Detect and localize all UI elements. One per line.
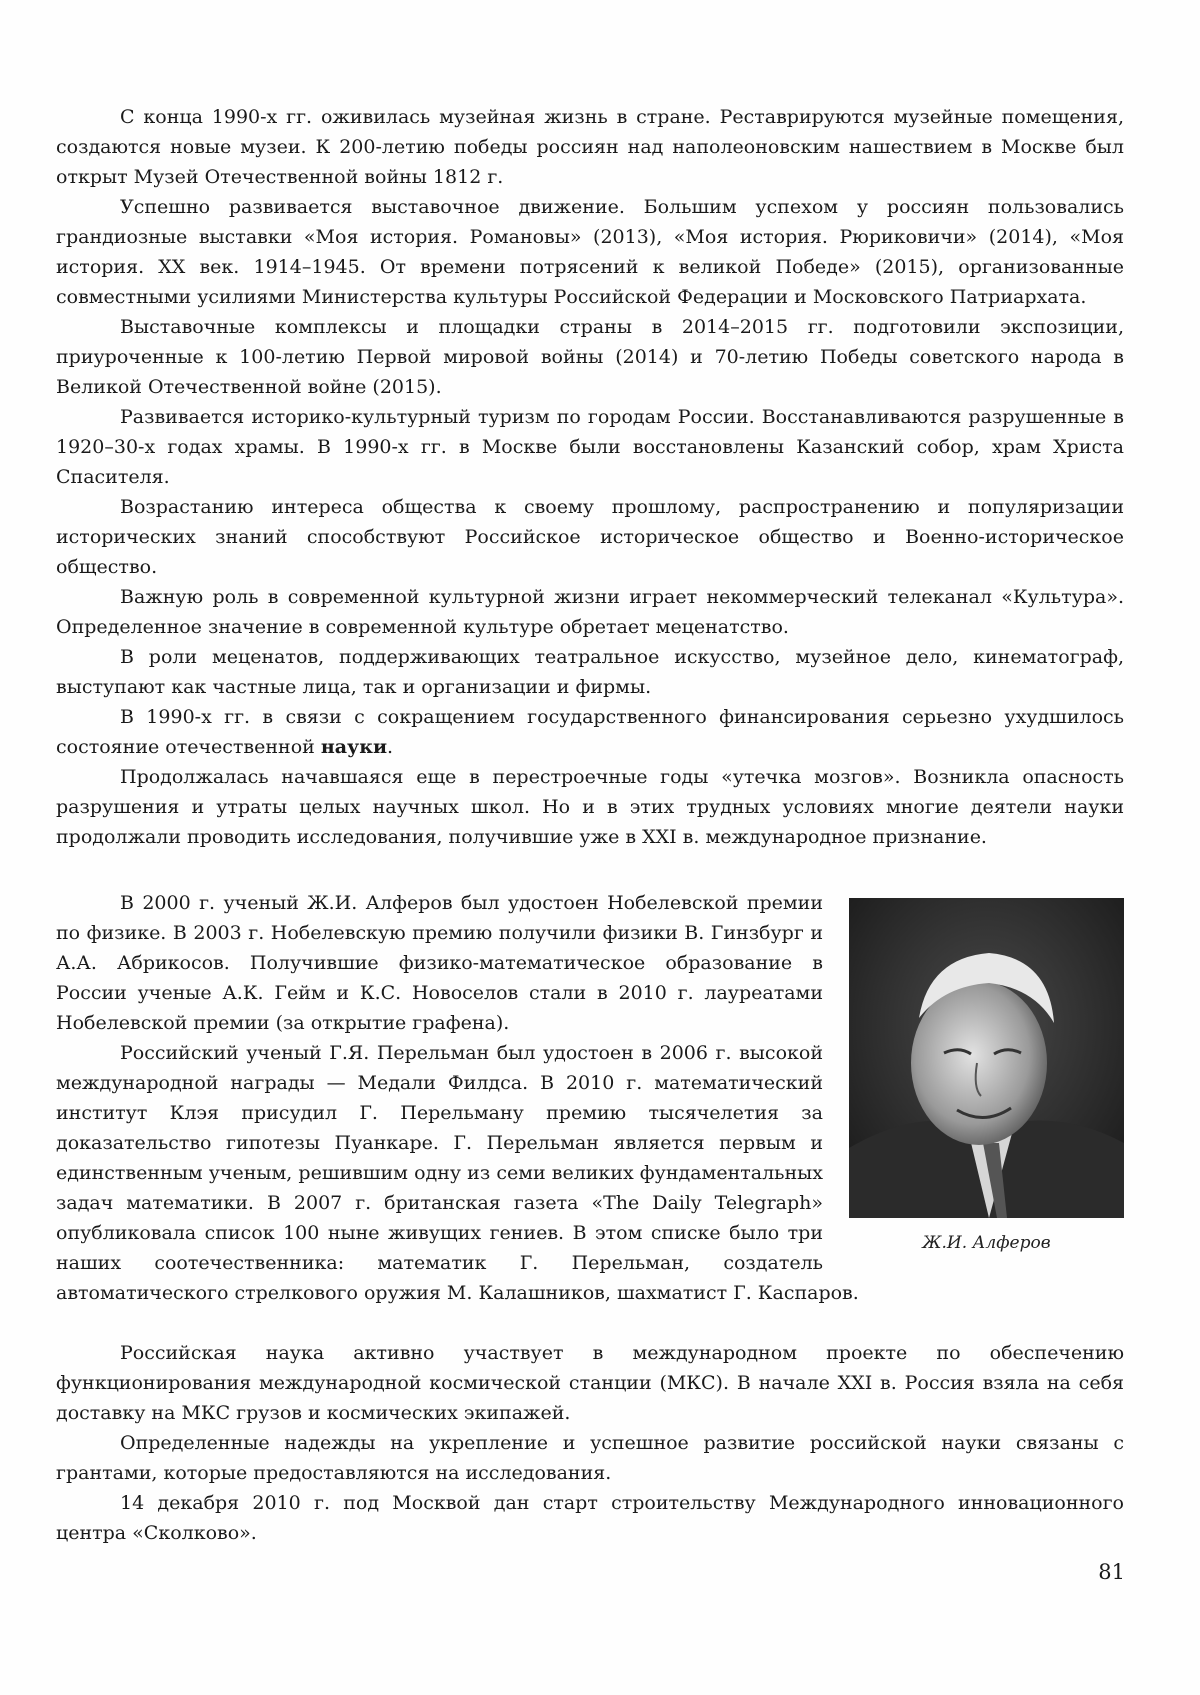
text-block-top	[56, 102, 1124, 852]
figure	[849, 898, 1124, 1258]
portrait-photo	[849, 898, 1124, 1218]
science-text-after: .	[387, 736, 394, 758]
paragraph: В 2000 г. ученый Ж.И. Алферов был удостоен Нобелевской премии по физике. В 2003 г. Нобелевскую премию получили физики В. Гинзбург и А.А. Абрикосов. Получившие физико-математическое образование в России ученые А.К. Гейм и К.С. Новоселов стали в 2010 г. лауреатами Нобелевской премии (за открытие графена).	[56, 892, 823, 1034]
paragraph-science	[56, 702, 1124, 762]
paragraph: Продолжалась начавшаяся еще в перестроечные годы «утечка мозгов». Возникла опасность разрушения и утраты целых научных школ. Но и в этих трудных условиях многие деятели науки продолжали проводить исследования, получившие уже в XXI в. международное признание.	[56, 766, 1124, 848]
paragraph: Важную роль в современной культурной жизни играет некоммерческий телеканал «Культура». Определенное значение в современной культуре обретает меценатство.	[56, 586, 1124, 638]
paragraph: Успешно развивается выставочное движение. Большим успехом у россиян пользовались грандиозные выставки «Моя история. Романовы» (2013), «Моя история. Рюриковичи» (2014), «Моя история. XX век. 1914–1945. От времени потрясений к великой Победе» (2015), организованные совместными усилиями Министерства культуры Российской Федерации и Московского Патриархата.	[56, 196, 1124, 308]
paragraph: Определенные надежды на укрепление и успешное развитие российской науки связаны с грантами, которые предоставляются на исследования.	[56, 1432, 1124, 1484]
page-number: 81	[1098, 1560, 1125, 1584]
paragraph: Возрастанию интереса общества к своему прошлому, распространению и популяризации исторических знаний способствуют Российское историческое общество и Военно-историческое общество.	[56, 496, 1124, 578]
paragraph: 14 декабря 2010 г. под Москвой дан старт строительству Международного инновационного центра «Сколково».	[56, 1492, 1124, 1544]
science-text-before: В 1990-х гг. в связи с сокращением государственного финансирования серьезно ухудшилось состояние отечественной	[56, 706, 1124, 758]
paragraph: С конца 1990-х гг. оживилась музейная жизнь в стране. Реставрируются музейные помещения, создаются новые музеи. К 200-летию победы россиян над наполеоновским нашествием в Москве был открыт Музей Отечественной войны 1812 г.	[56, 106, 1124, 188]
paragraph: Российская наука активно участвует в международном проекте по обеспечению функционирования международной космической станции (МКС). В начале XXI в. Россия взяла на себя доставку на МКС грузов и космических экипажей.	[56, 1342, 1124, 1424]
text-block-with-figure	[56, 888, 1124, 1308]
paragraph: Российский ученый Г.Я. Перельман был удостоен в 2006 г. высокой международной награды — Медали Филдса. В 2010 г. математический институт Клэя присудил Г. Перельману премию тысячелетия за доказательство гипотезы Пуанкаре. Г. Перельман является первым и единственным ученым, решившим одну из семи великих фундаментальных задач математики. В 2007 г. британская газета «The Daily Telegraph» опубликовала список 100 ныне живущих гениев. В этом списке было три наших соотечественника: математик Г. Перельман, создатель автоматического стрелкового оружия М. Калашников, шахматист Г. Каспаров.	[56, 1042, 859, 1304]
text-block-bottom	[56, 1338, 1124, 1548]
paragraph: Развивается историко-культурный туризм по городам России. Восстанавливаются разрушенные в 1920–30-х годах храмы. В 1990-х гг. в Москве были восстановлены Казанский собор, храм Христа Спасителя.	[56, 406, 1124, 488]
figure-caption: Ж.И. Алферов	[922, 1233, 1051, 1253]
paragraph: В роли меценатов, поддерживающих театральное искусство, музейное дело, кинематограф, выступают как частные лица, так и организации и фирмы.	[56, 646, 1124, 698]
science-bold-term: науки	[320, 736, 388, 758]
paragraph: Выставочные комплексы и площадки страны в 2014–2015 гг. подготовили экспозиции, приуроченные к 100-летию Первой мировой войны (2014) и 70-летию Победы советского народа в Великой Отечественной войне (2015).	[56, 316, 1124, 398]
